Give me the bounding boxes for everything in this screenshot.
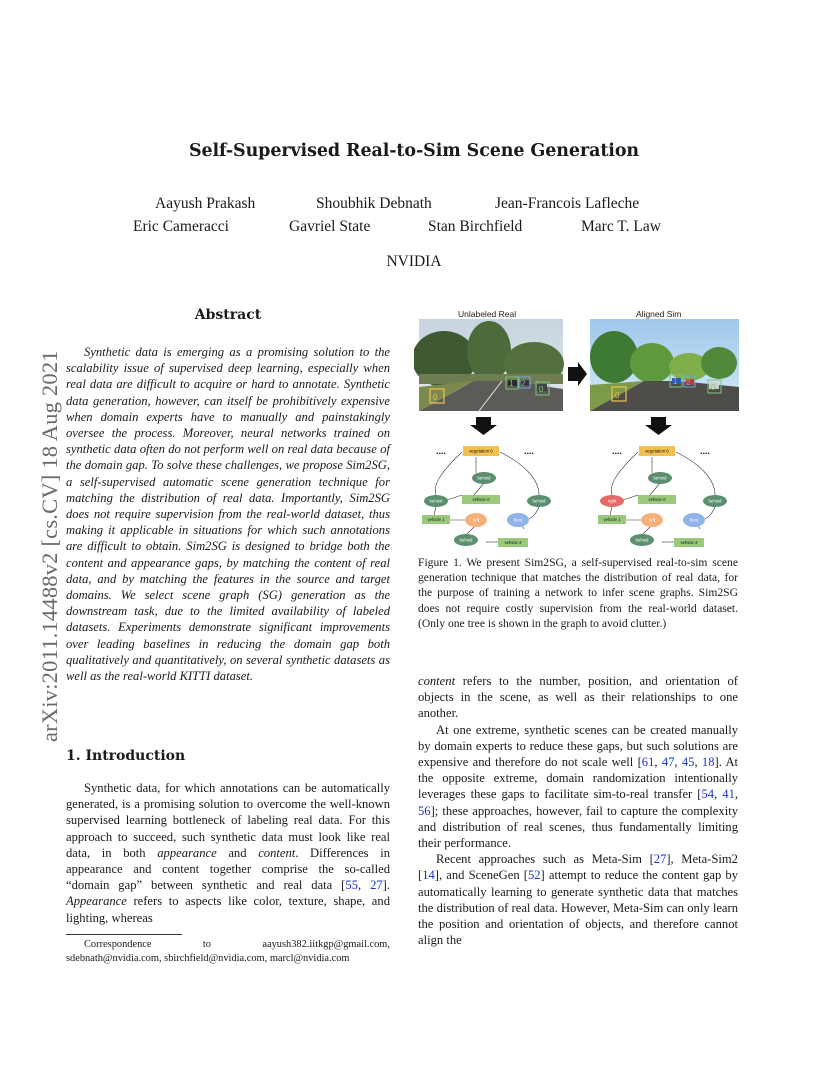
footnote-rule bbox=[66, 934, 182, 935]
ellipsis: .... bbox=[436, 446, 447, 456]
emphasis: content bbox=[258, 845, 296, 860]
figure-label-sim: Aligned Sim bbox=[636, 309, 682, 319]
text-run: ]; these approaches, however, fail to capture the complexity and distribution of real scenes, thus fundamentally limiting their performance. bbox=[418, 803, 738, 851]
box-id: 0 bbox=[615, 391, 620, 400]
author-name: Shoubhik Debnath bbox=[316, 195, 432, 212]
citation-link[interactable]: 56 bbox=[418, 803, 431, 818]
affiliation: NVIDIA bbox=[386, 253, 442, 270]
paragraph bbox=[418, 851, 738, 948]
text-run: ], Meta-Sim2 [ bbox=[418, 852, 738, 883]
text-run: ] attempt to reduce the content gap by automatically learning to generate synthetic data that matches the distribution of real data. However, Meta-Sim can only learn the position and orientation of objects, and therefore cannot align the bbox=[418, 868, 738, 948]
author-name: Eric Cameracci bbox=[133, 218, 229, 235]
citation-link[interactable]: 55 bbox=[345, 878, 358, 893]
graph-node: right bbox=[607, 498, 617, 504]
author-name: Aayush Prakash bbox=[155, 195, 256, 212]
real-photo bbox=[414, 319, 564, 411]
ellipsis: .... bbox=[612, 446, 623, 456]
sim-photo bbox=[590, 319, 739, 411]
author-name: Stan Birchfield bbox=[428, 218, 523, 235]
right-column-text bbox=[418, 673, 738, 948]
citation-link[interactable]: 14 bbox=[422, 868, 435, 883]
citation-link[interactable]: 27 bbox=[370, 878, 383, 893]
box-id: 0 bbox=[539, 385, 544, 394]
abstract-text: Synthetic data is emerging as a promising solution to the scalability issue of supervised deep learning, especially when real data are difficult to acquire or hard to annotate. Synthetic data generation, however, can itself be prohibitively expensive when domain experts have to manually and painstakingly oversee the process. Moreover, neural networks trained on synthetic data often do not perform well on real data because of the domain gap. To solve these challenges, we propose Sim2SG, a self-supervised automatic scene generation technique for matching the distribution of real data. Importantly, Sim2SG does not require supervision from the real-world dataset, thus making it applicable in situations for which such annotations are difficult to obtain. Sim2SG is designed to bridge both the content and appearance gaps, by matching the content of real data, and by matching the features in the source and target domains. We select scene graph (SG) generation as the downstream task, due to the limited availability of labeled datasets. Experiments demonstrate significant improvements over leading baselines in reducing the domain gap both qualitatively and quantitatively, on several synthetic datasets as well as the real-world KITTI dataset. bbox=[66, 345, 390, 684]
citation-link[interactable]: 41 bbox=[722, 787, 735, 802]
citation-link[interactable]: 45 bbox=[681, 755, 695, 770]
text-run: , bbox=[654, 755, 662, 770]
text-run: , bbox=[674, 755, 682, 770]
paragraph bbox=[418, 673, 738, 722]
box-id: 2 bbox=[521, 379, 526, 388]
text-run: , bbox=[734, 787, 739, 802]
down-arrow-icon bbox=[645, 417, 672, 435]
graph-node: vehicle 0 bbox=[472, 497, 490, 502]
box-id: 0 bbox=[711, 383, 716, 392]
figure-label-real: Unlabeled Real bbox=[458, 309, 517, 319]
citation-link[interactable]: 47 bbox=[661, 755, 675, 770]
citation-link[interactable]: 52 bbox=[527, 868, 541, 883]
author-name: Gavriel State bbox=[289, 218, 371, 235]
scene-graph-sim bbox=[598, 446, 727, 547]
abstract-heading: Abstract bbox=[194, 307, 262, 323]
text-run: refers to aspects like color, texture, shape, and lighting, whereas bbox=[66, 894, 390, 925]
text-run: , bbox=[357, 878, 371, 893]
text-run: refers to the number, position, and orientation of objects in the scene, as well as their relationships to one another. bbox=[418, 674, 738, 721]
graph-node: vehicle 2 bbox=[504, 540, 522, 545]
text-run: ]. bbox=[382, 878, 391, 893]
footnote: Correspondence to aayush382.iitkgp@gmail.com, sdebnath@nvidia.com, sbirchfield@nvidia.com, marcl@nvidia.com bbox=[66, 939, 390, 964]
citation-link[interactable]: 54 bbox=[701, 787, 715, 802]
citation-link[interactable]: 18 bbox=[701, 755, 715, 770]
graph-node: behind bbox=[635, 537, 649, 543]
graph-node: front bbox=[513, 517, 523, 523]
graph-node: left bbox=[473, 517, 479, 523]
text-run: . Differences in appearance and content together comprise the so-called “domain gap” between synthetic and real data [ bbox=[66, 845, 391, 893]
box-id: 1 bbox=[509, 379, 514, 388]
graph-node: vehicle 1 bbox=[603, 517, 621, 522]
text-run: Recent approaches such as Meta-Sim [ bbox=[436, 852, 654, 867]
box-id: 2 bbox=[686, 378, 691, 387]
text-run: and bbox=[216, 845, 259, 860]
right-arrow-icon bbox=[568, 362, 587, 386]
graph-node: vehicle 1 bbox=[427, 517, 445, 522]
paper-title: Self-Supervised Real-to-Sim Scene Generation bbox=[188, 141, 640, 161]
graph-node: vegetation 0 bbox=[645, 448, 669, 454]
ellipsis: .... bbox=[524, 446, 535, 456]
graph-node: vehicle 2 bbox=[680, 540, 698, 545]
text-run: ]. At the opposite extreme, domain randomization intentionally leverages these gaps to facilitate sim-to-real transfer [ bbox=[418, 755, 739, 802]
intro-paragraph bbox=[66, 780, 390, 926]
emphasis: content bbox=[418, 674, 456, 688]
graph-node: vehicle 0 bbox=[648, 497, 666, 502]
text-run: Synthetic data, for which annotations can be automatically generated, is a promising solution to overcome the well-known supervised learning bottleneck of labeling real data. For this approach to succeed, such synthetic data must look like real data, in both bbox=[66, 781, 390, 860]
graph-node: behind bbox=[459, 537, 473, 543]
figure-1 bbox=[414, 319, 742, 553]
citation-link[interactable]: 27 bbox=[653, 852, 667, 867]
box-id: 0 bbox=[433, 393, 438, 402]
figure-caption: Figure 1. We present Sim2SG, a self-supervised real-to-sim scene generation technique that matches the distribution of real data, for the purpose of training a network to infer scene graphs. Sim2SG does not require costly supervision from the real-world dataset. (Only one tree is shown in the graph to avoid clutter.) bbox=[418, 556, 738, 630]
graph-node: behind bbox=[653, 475, 667, 481]
section-heading: 1. Introduction bbox=[66, 748, 186, 764]
author-name: Marc T. Law bbox=[581, 218, 661, 235]
graph-node: front bbox=[689, 517, 699, 523]
down-arrow-icon bbox=[470, 417, 497, 435]
emphasis: Appearance bbox=[66, 894, 127, 909]
scene-graph-real bbox=[422, 446, 551, 547]
author-name: Jean-Francois Lafleche bbox=[495, 195, 640, 212]
graph-node: behind bbox=[429, 498, 443, 504]
citation-link[interactable]: 61 bbox=[641, 755, 655, 770]
text-run: , bbox=[714, 787, 723, 802]
paragraph bbox=[418, 722, 738, 852]
graph-node: behind bbox=[477, 475, 491, 481]
text-run: , bbox=[694, 755, 702, 770]
emphasis: appearance bbox=[157, 845, 217, 860]
box-id: 1 bbox=[673, 377, 678, 386]
arxiv-stamp: arXiv:2011.14488v2 [cs.CV] 18 Aug 2021 bbox=[37, 350, 62, 742]
graph-node: behind bbox=[532, 498, 546, 504]
graph-node: behind bbox=[708, 498, 722, 504]
text-run: ], and SceneGen [ bbox=[434, 868, 528, 883]
graph-node: left bbox=[649, 517, 655, 523]
text-run: At one extreme, synthetic scenes can be created manually by domain experts to reduce these gaps, but such solutions are expensive and therefore do not scale well [ bbox=[418, 722, 738, 770]
graph-node: vegetation 0 bbox=[469, 448, 493, 454]
ellipsis: .... bbox=[700, 446, 711, 456]
